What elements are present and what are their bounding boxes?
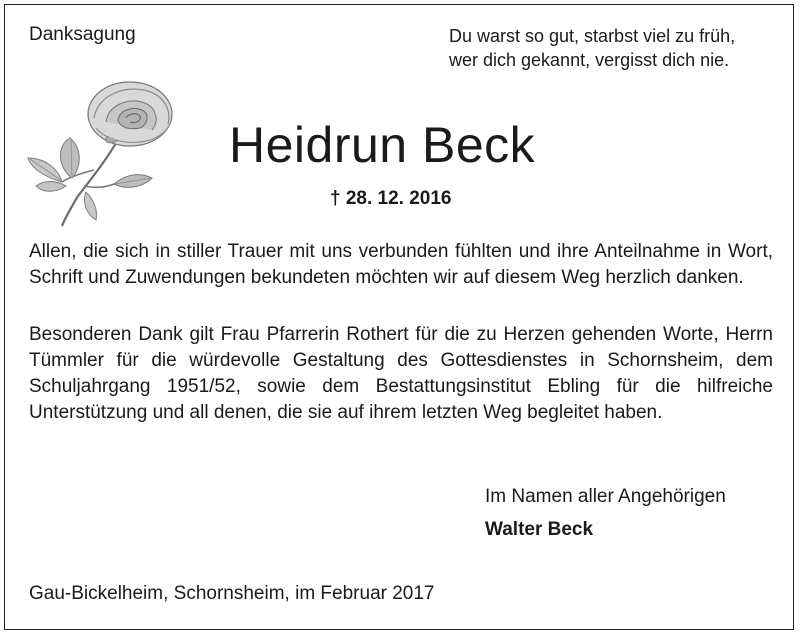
notice-heading: Danksagung xyxy=(29,24,136,45)
signer-name: Walter Beck xyxy=(485,519,594,540)
verse-line-1: Du warst so gut, starbst viel zu früh, xyxy=(449,26,736,46)
rose-icon xyxy=(22,78,182,228)
deceased-name: Heidrun Beck xyxy=(229,117,536,173)
death-date: † 28. 12. 2016 xyxy=(330,188,452,209)
place-and-date: Gau-Bickelheim, Schornsheim, im Februar 2017 xyxy=(29,583,435,604)
special-thanks-paragraph: Besonderen Dank gilt Frau Pfarrerin Rothert für die zu Herzen gehenden Worte, Herrn Tümmler für die würdevolle Gestaltung des Gottesdienstes in Schornsheim, dem Schuljahrgang 1951/52, sowie dem Bestattungsinstitut Ebling für die hilfreiche Unterstützung und all denen, die sie auf ihrem letzten Weg begleitet haben. xyxy=(29,324,773,423)
memorial-verse xyxy=(449,24,735,72)
verse-line-2: wer dich gekannt, vergisst dich nie. xyxy=(449,50,730,70)
closing-line: Im Namen aller Angehörigen xyxy=(485,486,726,507)
thanks-paragraph: Allen, die sich in stiller Trauer mit uns verbunden fühlten und ihre Anteilnahme in Wort, Schrift und Zuwendungen bekundeten möchten wir auf diesem Weg herzlich danken. xyxy=(29,241,773,288)
